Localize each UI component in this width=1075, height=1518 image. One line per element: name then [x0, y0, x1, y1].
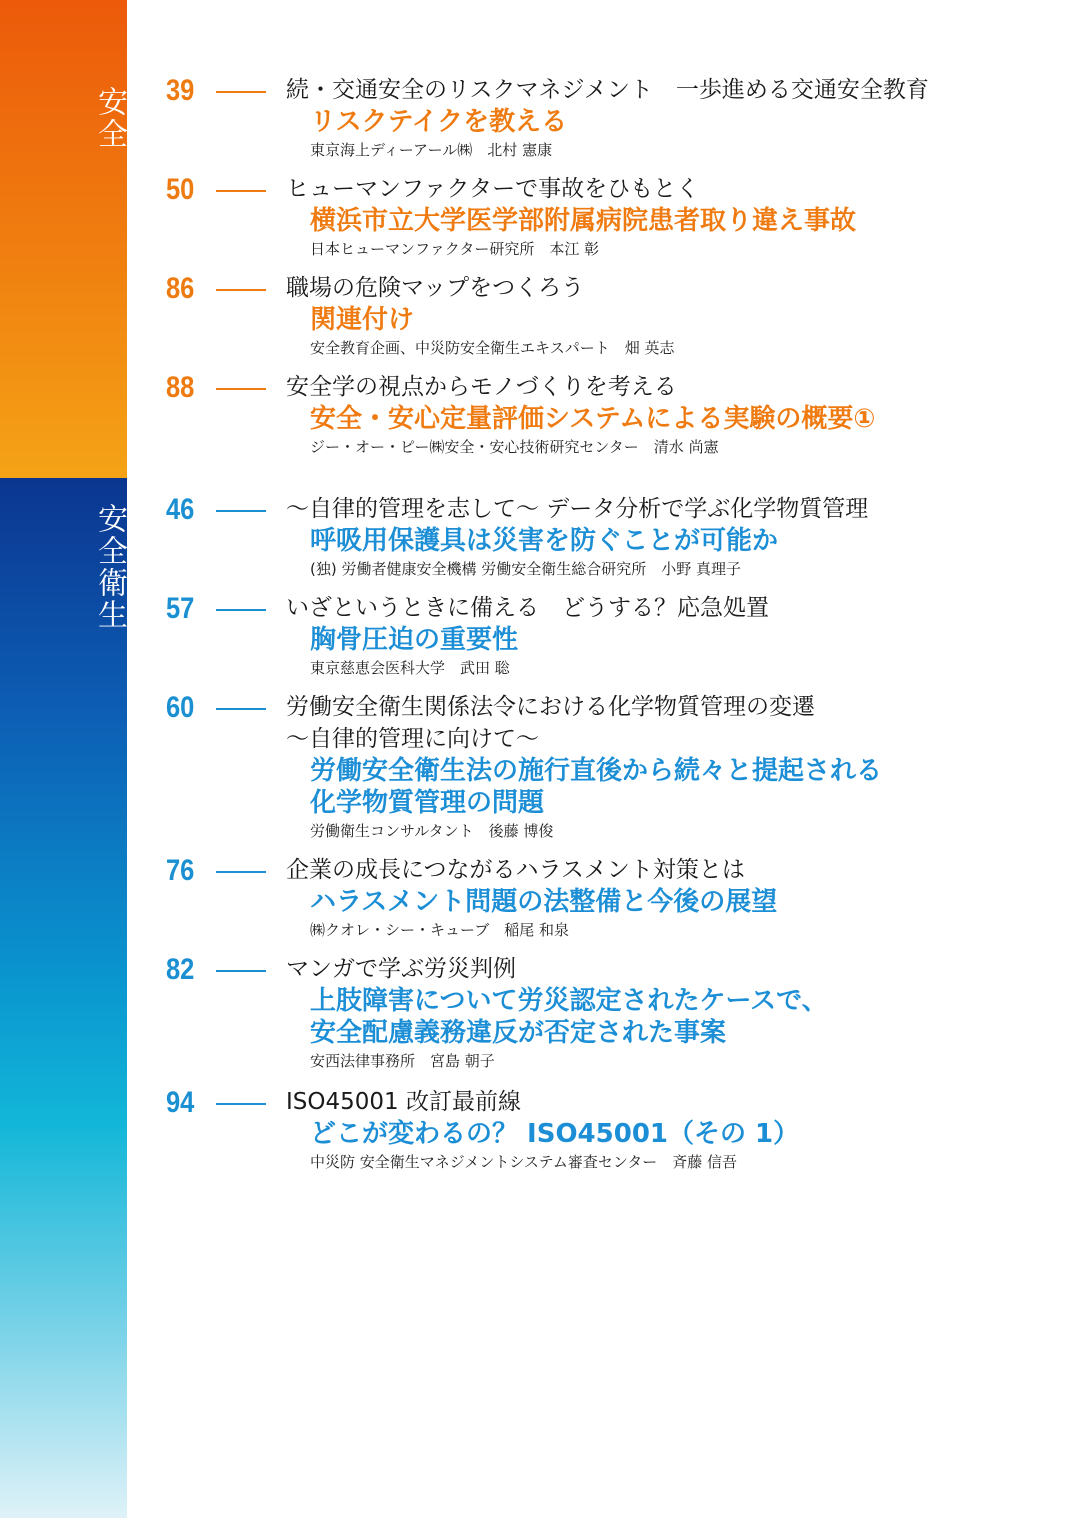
entry-subtitle: ～自律的管理を志して～ データ分析で学ぶ化学物質管理 [286, 496, 869, 522]
page-number: 86 [166, 272, 195, 305]
sidebar [0, 0, 127, 1518]
leader-line [216, 388, 266, 390]
entry-author: 東京慈恵会医科大学 武田 聡 [310, 659, 510, 677]
entry-title: ハラスメント問題の法整備と今後の展望 [310, 887, 778, 917]
entry-author: ㈱クオレ・シー・キューブ 稲尾 和泉 [310, 921, 570, 939]
entry-title-line2: 安全配慮義務違反が否定された事案 [310, 1018, 727, 1048]
entry-subtitle: 企業の成長につながるハラスメント対策とは [286, 857, 745, 883]
page-number: 94 [166, 1086, 195, 1119]
entry-title: どこが変わるの？ ISO45001（その 1） [310, 1119, 800, 1149]
leader-line [216, 871, 266, 873]
entry-title: 労働安全衛生法の施行直後から続々と提起される [310, 756, 883, 786]
safety-section-label: 安全 [92, 86, 127, 150]
leader-line [216, 609, 266, 611]
entry-subtitle: ヒューマンファクターで事故をひもとく [286, 176, 700, 202]
entry-subtitle: マンガで学ぶ労災判例 [286, 956, 516, 982]
entry-subtitle: 職場の危険マップをつくろう [286, 275, 585, 301]
safety-section-band [0, 0, 127, 478]
entry-subtitle: いざというときに備える どうする？応急処置 [286, 595, 769, 621]
page-number: 88 [166, 371, 195, 404]
entry-subtitle: 労働安全衛生関係法令における化学物質管理の変遷 [286, 694, 815, 720]
leader-line [216, 91, 266, 93]
page-number: 57 [166, 592, 195, 625]
entry-subtitle-line2: ～自律的管理に向けて～ [286, 726, 539, 752]
entry-author: 中災防 安全衛生マネジメントシステム審査センター 斉藤 信吾 [310, 1153, 737, 1171]
entry-title: 関連付け [310, 305, 415, 335]
leader-line [216, 1103, 266, 1105]
entry-title: 呼吸用保護具は災害を防ぐことが可能か [310, 526, 779, 556]
entry-subtitle: 安全学の視点からモノづくりを考える [286, 374, 677, 400]
entry-author: ジー・オー・ピー㈱安全・安心技術研究センター 清水 尚憲 [310, 438, 719, 456]
leader-line [216, 289, 266, 291]
entry-subtitle: ISO45001 改訂最前線 [286, 1089, 521, 1115]
entry-author: 安全教育企画、中災防安全衛生エキスパート 畑 英志 [310, 339, 675, 357]
entry-author: (独) 労働者健康安全機構 労働安全衛生総合研究所 小野 真理子 [310, 560, 742, 578]
entry-subtitle: 続・交通安全のリスクマネジメント 一歩進める交通安全教育 [286, 77, 929, 103]
entry-title: 上肢障害について労災認定されたケースで、 [310, 986, 828, 1016]
page-number: 46 [166, 493, 195, 526]
entry-author: 安西法律事務所 宮島 朝子 [310, 1052, 495, 1070]
leader-line [216, 510, 266, 512]
leader-line [216, 708, 266, 710]
page-number: 60 [166, 691, 195, 724]
page-number: 39 [166, 74, 195, 107]
entry-title: 胸骨圧迫の重要性 [310, 625, 519, 655]
entry-title-line2: 化学物質管理の問題 [310, 788, 545, 818]
entry-title: リスクテイクを教える [310, 107, 568, 137]
leader-line [216, 190, 266, 192]
health-section-label: 安全衛生 [92, 503, 127, 631]
entry-title: 横浜市立大学医学部附属病院患者取り違え事故 [310, 206, 857, 236]
page-number: 76 [166, 854, 195, 887]
leader-line [216, 970, 266, 972]
entry-author: 日本ヒューマンファクター研究所 本江 彰 [310, 240, 600, 258]
entry-title: 安全・安心定量評価システムによる実験の概要① [310, 404, 876, 434]
entry-author: 労働衛生コンサルタント 後藤 博俊 [310, 822, 554, 840]
page-number: 82 [166, 953, 195, 986]
page-number: 50 [166, 173, 195, 206]
entry-author: 東京海上ディーアール㈱ 北村 憲康 [310, 141, 553, 159]
